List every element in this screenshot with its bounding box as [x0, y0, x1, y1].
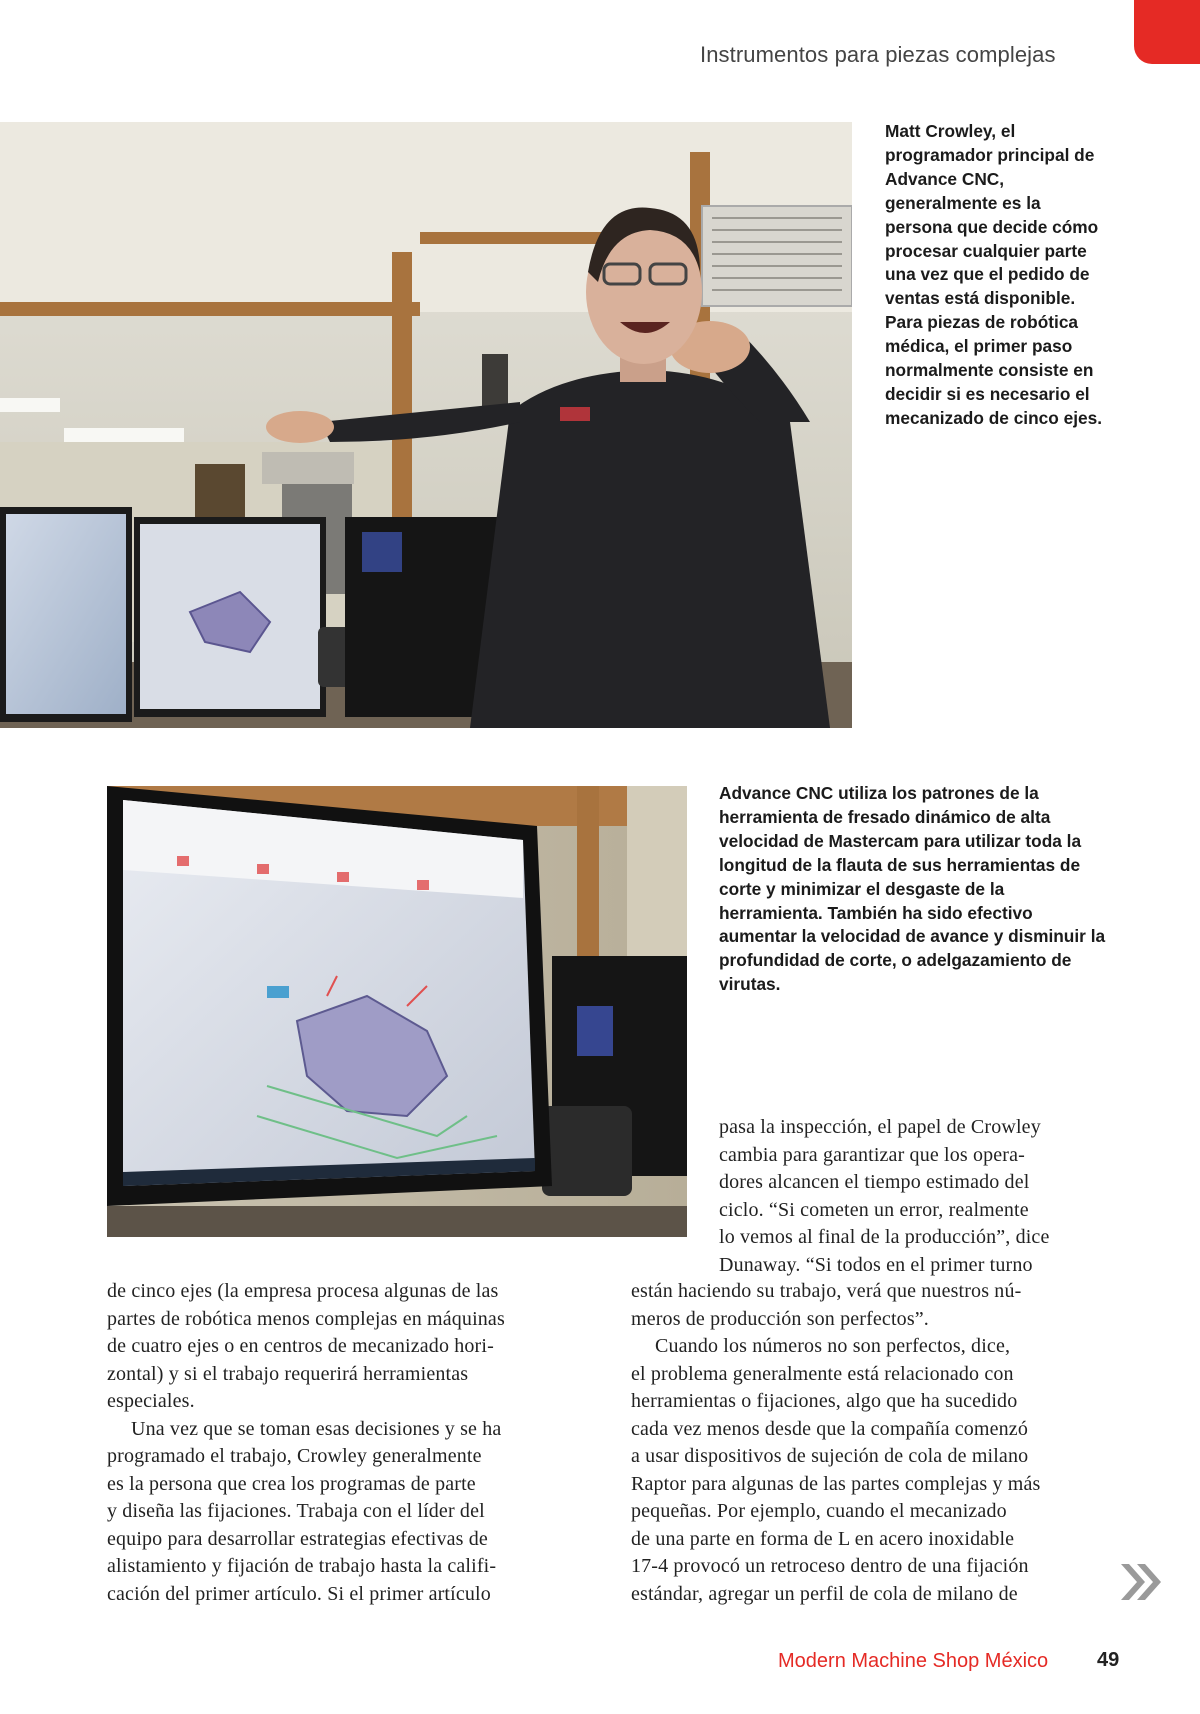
text-line: Cuando los números no son perfectos, dice, [655, 1335, 1011, 1357]
photo-man-gesturing-icon [0, 122, 852, 728]
text-line: a usar dispositivos de sujeción de cola de milano [631, 1445, 1029, 1467]
caption-line: ventas está disponible. [885, 288, 1076, 309]
caption-line: Advance CNC utiliza los patrones de la [719, 783, 1039, 803]
photo1-caption [885, 120, 1185, 431]
text-line: están haciendo su trabajo, verá que nuestros nú- [631, 1280, 1022, 1302]
caption-line: virutas. [719, 974, 781, 995]
footer-magazine-name: Modern Machine Shop México [778, 1650, 1049, 1672]
text-line: estándar, agregar un perfil de cola de milano de [631, 1582, 1018, 1605]
text-line: pasa la inspección, el papel de Crowley [719, 1116, 1041, 1138]
photo-cad-monitor [107, 786, 687, 1237]
caption-line: herramienta de fresado dinámico de alta [719, 806, 1051, 827]
text-line: partes de robótica menos complejas en máquinas [107, 1307, 505, 1330]
photo-cad-monitor-closeup-icon [107, 786, 687, 1237]
text-line: el problema generalmente está relacionado con [631, 1362, 1014, 1385]
caption-line: decidir si es necesario el [885, 383, 1090, 404]
caption-line: mecanizado de cinco ejes. [885, 407, 1103, 428]
text-line: Una vez que se toman esas decisiones y se ha [131, 1417, 502, 1440]
text-line: cada vez menos desde que la compañía comenzó [631, 1417, 1028, 1440]
caption-line: persona que decide cómo [885, 216, 1099, 237]
caption-line: herramienta. También ha sido efectivo [719, 902, 1033, 923]
text-line: Raptor para algunas de las partes complejas y más [631, 1472, 1041, 1495]
text-line: herramientas o fijaciones, algo que ha sucedido [631, 1390, 1018, 1412]
text-line: es la persona que crea los programas de parte [107, 1472, 476, 1495]
caption-line: procesar cualquier parte [885, 240, 1087, 261]
caption-line: Para piezas de robótica [885, 312, 1079, 333]
caption-line: aumentar la velocidad de avance y disminuir la [719, 926, 1106, 947]
text-line: de cuatro ejes o en centros de mecanizado hori- [107, 1335, 494, 1357]
section-color-tab [1134, 0, 1200, 64]
text-line: zontal) y si el trabajo requerirá herramientas [107, 1362, 469, 1385]
caption-line: programador principal de [885, 144, 1095, 165]
text-line: especiales. [107, 1390, 195, 1412]
caption-line: normalmente consiste en [885, 360, 1094, 381]
text-line: pequeñas. Por ejemplo, cuando el mecanizado [631, 1500, 1007, 1522]
page-number: 49 [1097, 1649, 1120, 1671]
article-right-column [631, 1278, 1131, 1608]
text-line: 17-4 provocó un retroceso dentro de una fijación [631, 1555, 1029, 1577]
text-line: cambia para garantizar que los opera- [719, 1143, 1025, 1166]
text-line: Dunaway. “Si todos en el primer turno [719, 1253, 1033, 1276]
caption-line: profundidad de corte, o adelgazamiento de [719, 950, 1072, 971]
text-line: alistamiento y fijación de trabajo hasta la califi- [107, 1555, 497, 1577]
photo2-caption [719, 782, 1189, 997]
caption-line: corte y minimizar el desgaste de la [719, 878, 1005, 899]
caption-line: una vez que el pedido de [885, 264, 1090, 285]
text-line: equipo para desarrollar estrategias efectivas de [107, 1527, 488, 1550]
text-line: meros de producción son perfectos”. [631, 1307, 929, 1330]
continue-arrow-icon [1117, 1560, 1165, 1604]
caption-line: Advance CNC, [885, 168, 1005, 189]
text-line: lo vemos al final de la producción”, dice [719, 1226, 1050, 1248]
caption-line: generalmente es la [885, 192, 1041, 213]
text-line: programado el trabajo, Crowley generalmente [107, 1445, 482, 1467]
caption-line: médica, el primer paso [885, 336, 1073, 357]
caption-line: Matt Crowley, el [885, 121, 1016, 141]
text-line: de una parte en forma de L en acero inoxidable [631, 1527, 1015, 1550]
photo-man-at-workstation [0, 122, 852, 728]
caption-line: longitud de la flauta de sus herramientas de [719, 854, 1081, 875]
caption-line: velocidad de Mastercam para utilizar toda la [719, 830, 1082, 851]
text-line: y diseña las fijaciones. Trabaja con el líder del [107, 1500, 485, 1522]
text-line: dores alcancen el tiempo estimado del [719, 1171, 1030, 1193]
article-right-column-top [719, 1114, 1119, 1279]
running-header: Instrumentos para piezas complejas [700, 42, 1056, 67]
text-line: ciclo. “Si cometen un error, realmente [719, 1198, 1029, 1221]
text-line: cación del primer artículo. Si el primer artículo [107, 1582, 491, 1605]
article-left-column [107, 1278, 607, 1608]
text-line: de cinco ejes (la empresa procesa algunas de las [107, 1280, 499, 1302]
